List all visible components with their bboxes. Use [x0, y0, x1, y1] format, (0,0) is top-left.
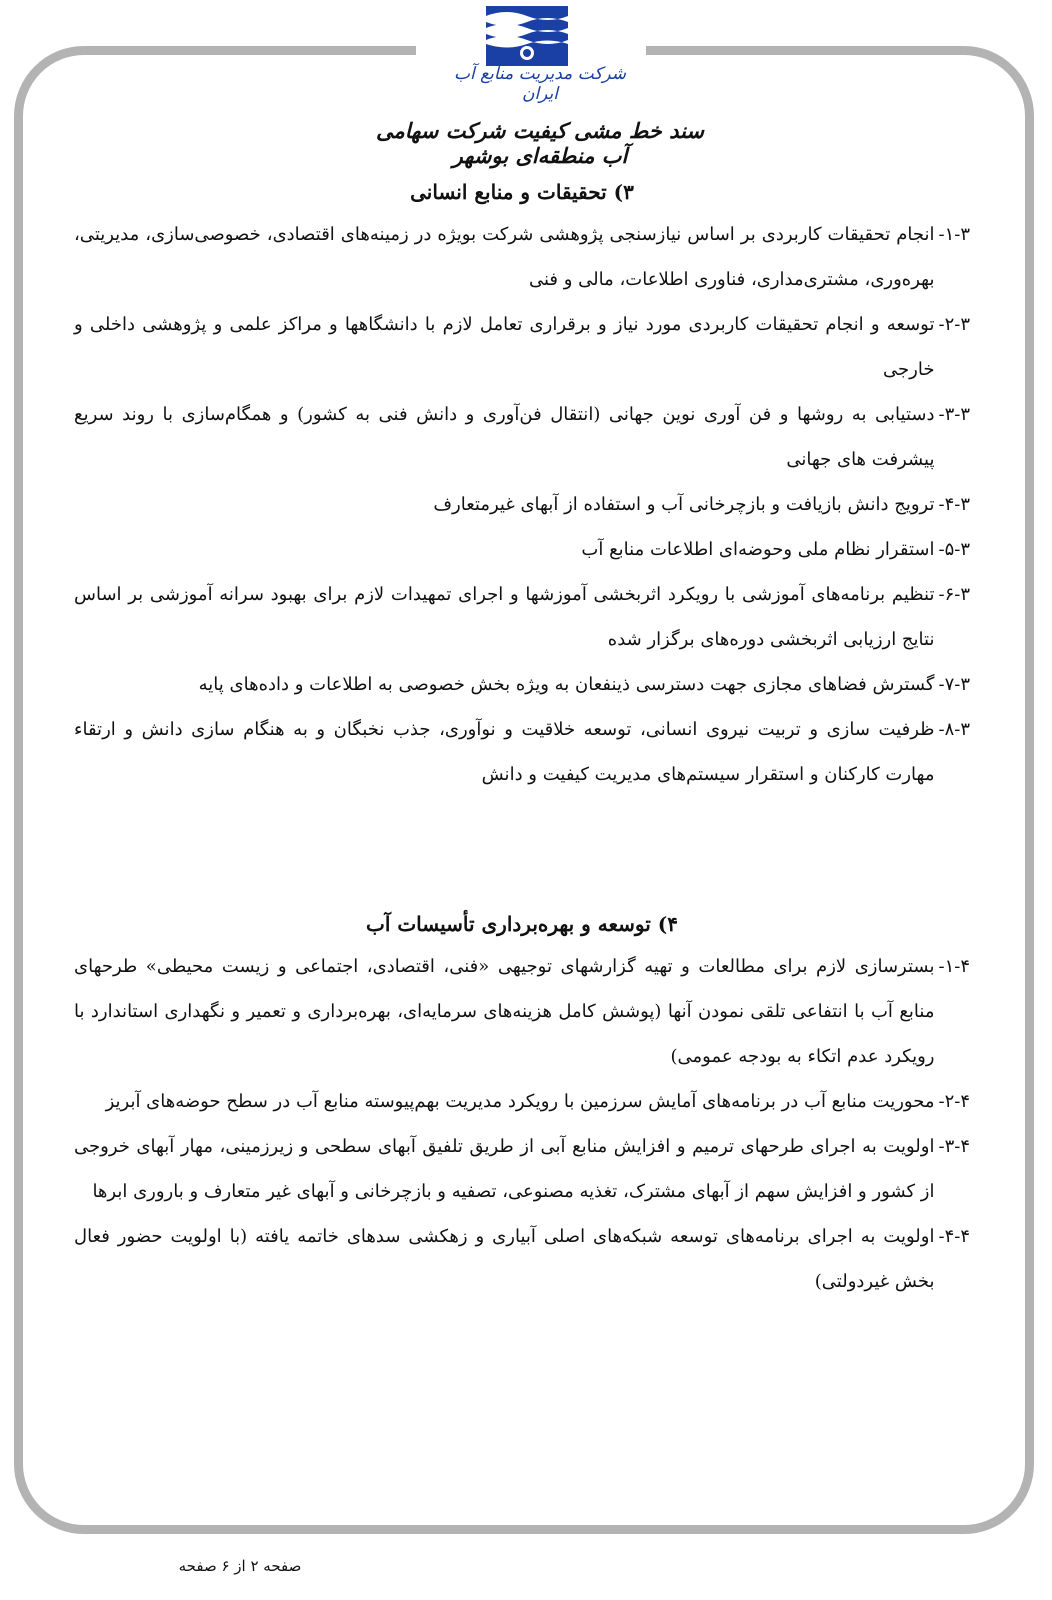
item-number: ۵-۳-	[938, 539, 970, 560]
item-text: بسترسازی لازم برای مطالعات و تهیه گزارشهای توجیهی «فنی، اقتصادی، اجتماعی و زیست محیطی» طرحهای منابع آب با انتفاعی تلقی نمودن آنها (پوشش کامل هزینه‌های سرمایه‌ای، بهره‌برداری و تعمیر و نگهداری استاندارد با رویکرد عدم اتکاء به بودجه عمومی)	[74, 956, 935, 1067]
item-number: ۲-۳-	[938, 314, 970, 335]
item-text: توسعه و انجام تحقیقات کاربردی مورد نیاز و برقراری تعامل لازم با دانشگاهها و مراکز علمی و پژوهشی داخلی و خارجی	[74, 314, 935, 380]
item-text: انجام تحقیقات کاربردی بر اساس نیازسنجی پژوهشی شرکت بویژه در زمینه‌های اقتصادی، خصوصی‌سازی، مدیریتی، بهره‌وری، مشتری‌مداری، فناوری اطلاعات، مالی و فنی	[74, 224, 935, 290]
section-water-facilities	[74, 904, 970, 1304]
list-item	[74, 212, 970, 302]
section-research-hr	[74, 172, 970, 797]
company-name: شرکت مدیریت منابع آب ایران	[453, 64, 627, 104]
item-text: تنظیم برنامه‌های آموزشی با رویکرد اثربخشی آموزشها و اجرای تمهیدات لازم برای بهبود سرانه آموزشی بر اساس نتایج ارزیابی اثربخشی دوره‌های برگزار شده	[74, 584, 935, 650]
item-text: دستیابی به روشها و فن آوری نوین جهانی (انتقال فن‌آوری و دانش فنی به کشور) و همگام‌سازی با روند سریع پیشرفت های جهانی	[74, 404, 935, 470]
list-item	[74, 392, 970, 482]
list-item	[74, 944, 970, 1079]
item-text: محوریت منابع آب در برنامه‌های آمایش سرزمین با رویکرد مدیریت بهم‌پیوسته منابع آب در سطح حوضه‌های آبریز	[105, 1091, 935, 1112]
item-number: ۷-۳-	[938, 674, 970, 695]
list-item	[74, 482, 970, 527]
item-number: ۳-۴-	[938, 1136, 970, 1157]
item-text: گسترش فضاهای مجازی جهت دسترسی ذینفعان به ویژه بخش خصوصی به اطلاعات و داده‌های پایه	[198, 674, 935, 695]
item-text: اولویت به اجرای طرحهای ترمیم و افزایش منابع آبی از طریق تلفیق آبهای سطحی و زیرزمینی، مهار آبهای خروجی از کشور و افزایش سهم از آبهای مشترک، تغذیه مصنوعی، تصفیه و بازچرخانی و آبهای غیر متعارف و باروری ابرها	[74, 1136, 935, 1202]
item-text: ظرفیت سازی و تربیت نیروی انسانی، توسعه خلاقیت و نوآوری، جذب نخبگان و به هنگام سازی دانش و ارتقاء مهارت کارکنان و استقرار سیستم‌های مدیریت کیفیت و دانش	[74, 719, 935, 785]
item-number: ۲-۴-	[938, 1091, 970, 1112]
item-number: ۳-۳-	[938, 404, 970, 425]
item-number: ۴-۳-	[938, 494, 970, 515]
list-item	[74, 527, 970, 572]
item-number: ۴-۴-	[938, 1226, 970, 1247]
list-item	[74, 302, 970, 392]
item-number: ۱-۴-	[938, 956, 970, 977]
water-waves-logo	[486, 6, 568, 66]
page-number: صفحه ۲ از ۶ صفحه	[178, 1557, 302, 1575]
section-heading: ۳) تحقیقات و منابع انسانی	[410, 180, 634, 204]
list-item	[74, 1079, 970, 1124]
section-heading: ۴) توسعه و بهره‌برداری تأسیسات آب	[366, 912, 678, 936]
list-item	[74, 1214, 970, 1304]
item-text: ترویج دانش بازیافت و بازچرخانی آب و استفاده از آبهای غیرمتعارف	[433, 494, 935, 515]
list-item	[74, 662, 970, 707]
document-title: سند خط مشی کیفیت شرکت سهامی آب منطقه‌ای بوشهر	[375, 118, 705, 168]
item-number: ۸-۳-	[938, 719, 970, 740]
list-item	[74, 572, 970, 662]
item-number: ۶-۳-	[938, 584, 970, 605]
list-item	[74, 1124, 970, 1214]
item-text: استقرار نظام ملی وحوضه‌ای اطلاعات منابع آب	[581, 539, 935, 560]
item-number: ۱-۳-	[938, 224, 970, 245]
item-text: اولویت به اجرای برنامه‌های توسعه شبکه‌های اصلی آبیاری و زهکشی سدهای خاتمه یافته (با اولویت حضور فعال بخش غیردولتی)	[74, 1226, 935, 1292]
list-item	[74, 707, 970, 797]
